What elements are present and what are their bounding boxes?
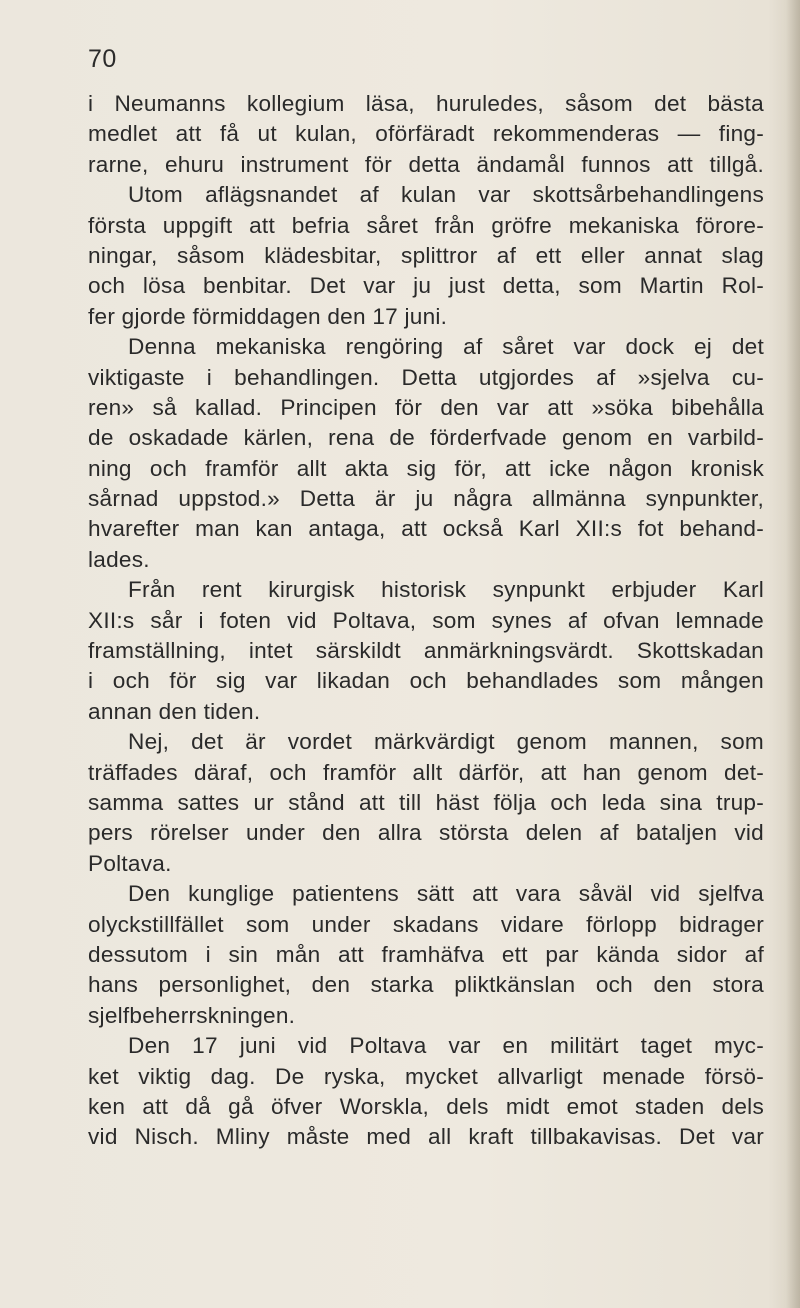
text-line: hvarefter man kan antaga, att också Karl XII:s fot behand- bbox=[88, 516, 764, 542]
text-line: träffades däraf, och framför allt därför, att han genom det- bbox=[88, 759, 764, 785]
text-line: Denna mekaniska rengöring af såret var dock ej det bbox=[128, 334, 764, 360]
text-line: ken att då gå öfver Worskla, dels midt emot staden dels bbox=[88, 1093, 764, 1119]
text-line: ket viktig dag. De ryska, mycket allvarligt menade försö- bbox=[88, 1063, 764, 1089]
body-text bbox=[88, 89, 764, 1153]
text-line: första uppgift att befria såret från gröfre mekaniska förore- bbox=[88, 212, 764, 238]
text-line: vid Nisch. Mliny måste med all kraft tillbakavisas. Det var bbox=[88, 1124, 764, 1150]
text-line: annan den tiden. bbox=[88, 698, 261, 724]
text-line: samma sattes ur stånd att till häst följa och leda sina trup- bbox=[88, 789, 764, 815]
text-line: Den 17 juni vid Poltava var en militärt taget myc- bbox=[128, 1033, 764, 1059]
text-line: ningar, såsom klädesbitar, splittror af ett eller annat slag bbox=[88, 242, 764, 268]
text-line: Från rent kirurgisk historisk synpunkt erbjuder Karl bbox=[128, 577, 764, 603]
text-line: medlet att få ut kulan, oförfäradt rekommenderas — fing- bbox=[88, 121, 764, 147]
text-line: sårnad uppstod.» Detta är ju några allmänna synpunkter, bbox=[88, 486, 764, 512]
text-line: Poltava. bbox=[88, 850, 172, 876]
text-line: ren» så kallad. Principen för den var att »söka bibehålla bbox=[88, 394, 764, 420]
text-line: pers rörelser under den allra största delen af bataljen vid bbox=[88, 820, 764, 846]
text-line: i Neumanns kollegium läsa, huruledes, såsom det bästa bbox=[88, 91, 764, 116]
text-line: ning och framför allt akta sig för, att icke någon kronisk bbox=[88, 455, 764, 481]
text-line: Utom aflägsnandet af kulan var skottsårbehandlingens bbox=[128, 182, 764, 208]
text-line: olyckstillfället som under skadans vidare förlopp bidrager bbox=[88, 911, 764, 937]
text-line: dessutom i sin mån att framhäfva ett par kända sidor af bbox=[88, 941, 764, 967]
text-line: lades. bbox=[88, 546, 150, 572]
text-line: Nej, det är vordet märkvärdigt genom mannen, som bbox=[128, 729, 764, 755]
text-line: XII:s sår i foten vid Poltava, som synes af ofvan lemnade bbox=[88, 607, 764, 633]
text-line: rarne, ehuru instrument för detta ändamål funnos att tillgå. bbox=[88, 151, 764, 177]
text-line: och lösa benbitar. Det var ju just detta, som Martin Rol- bbox=[88, 273, 764, 299]
text-line: fer gjorde förmiddagen den 17 juni. bbox=[88, 303, 448, 329]
text-line: i och för sig var likadan och behandlades som mången bbox=[88, 668, 764, 694]
page-number: 70 bbox=[88, 45, 117, 73]
text-line: hans personlighet, den starka pliktkänslan och den stora bbox=[88, 972, 764, 998]
text-line: framställning, intet särskildt anmärkningsvärdt. Skottskadan bbox=[88, 638, 764, 664]
text-line: sjelfbeherrskningen. bbox=[88, 1002, 296, 1028]
text-line: viktigaste i behandlingen. Detta utgjordes af »sjelva cu- bbox=[88, 364, 764, 390]
page-edge-shadow bbox=[786, 0, 800, 1308]
text-line: de oskadade kärlen, rena de förderfvade genom en varbild- bbox=[88, 425, 764, 451]
text-line: Den kunglige patientens sätt att vara såväl vid sjelfva bbox=[128, 881, 764, 907]
